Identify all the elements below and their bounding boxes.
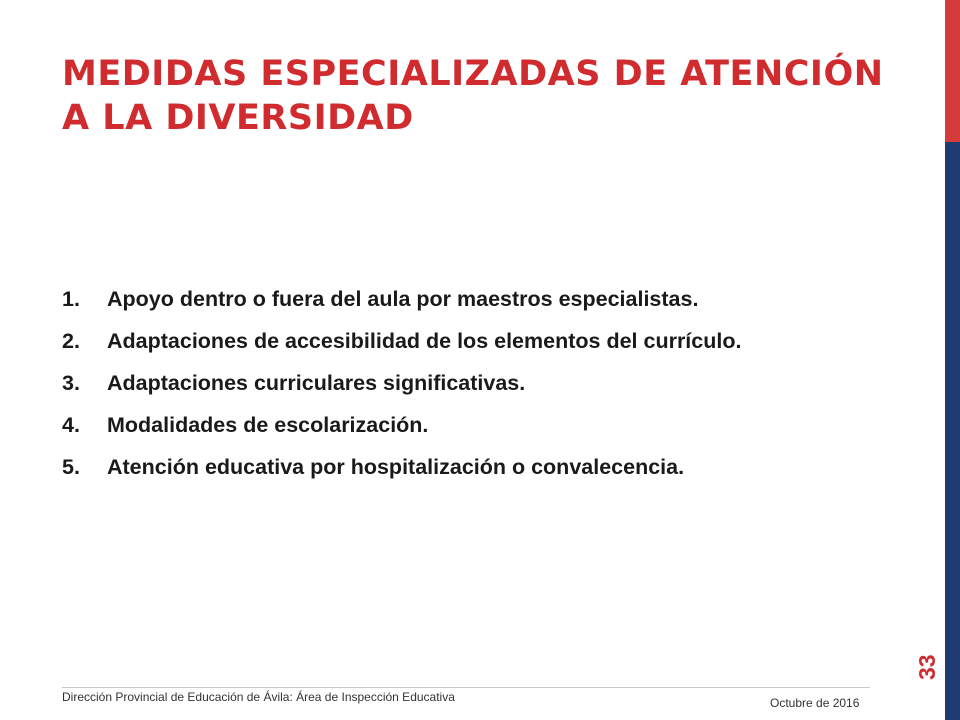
list-item (62, 369, 884, 398)
side-bar-accent-red (945, 0, 960, 142)
slide-title: MEDIDAS ESPECIALIZADAS DE ATENCIÓN A LA DIVERSIDAD (62, 54, 884, 138)
list-item-number: 5. (62, 455, 80, 479)
list-item-text: Modalidades de escolarización. (107, 413, 429, 437)
side-bar-accent-blue (945, 142, 960, 720)
list-item-text: Adaptaciones de accesibilidad de los elementos del currículo. (107, 329, 742, 353)
footer-divider (62, 687, 870, 688)
slide-number: 33 (914, 654, 940, 680)
footer-date: Octubre de 2016 (770, 696, 860, 710)
list-item (62, 327, 884, 356)
list-item-number: 1. (62, 287, 80, 311)
footer-organization: Dirección Provincial de Educación de Ávila: Área de Inspección Educativa (62, 690, 455, 704)
list-item-number: 2. (62, 329, 80, 353)
list-item-text: Apoyo dentro o fuera del aula por maestros especialistas. (107, 287, 699, 311)
list-item-text: Adaptaciones curriculares significativas. (107, 371, 526, 395)
list-item-text: Atención educativa por hospitalización o convalecencia. (107, 455, 685, 479)
list-item-number: 3. (62, 371, 80, 395)
list-item (62, 411, 884, 440)
list-item (62, 285, 884, 314)
measures-list (62, 285, 884, 495)
list-item (62, 453, 884, 482)
list-item-number: 4. (62, 413, 80, 437)
